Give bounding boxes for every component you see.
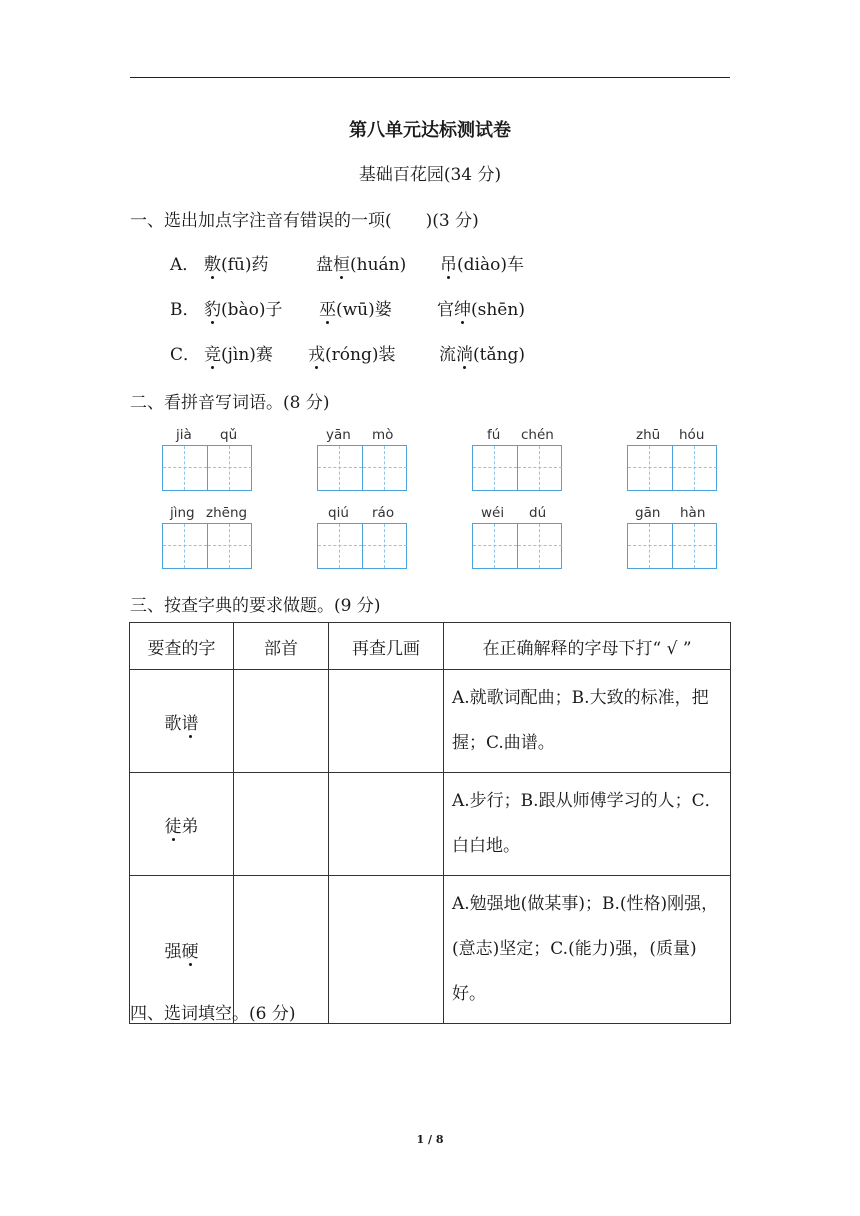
page-number: 1 / 8 [416, 1133, 444, 1146]
dictionary-table [129, 622, 731, 1024]
dotted-char: 竞 [204, 340, 221, 365]
pinyin-syllable: fú [487, 427, 501, 443]
strokes-answer-cell[interactable] [329, 670, 444, 773]
section-title: 基础百花园(34 分) [358, 165, 502, 185]
pinyin-syllable: qiú [328, 505, 349, 521]
pinyin-word: 官绅(shēn) [437, 295, 525, 320]
pinyin-syllable: gān [635, 505, 661, 521]
radical-answer-cell[interactable] [234, 670, 329, 773]
table-header-row [130, 623, 731, 670]
pinyin-syllable: hóu [679, 427, 705, 443]
column-header: 在正确解释的字母下打“ √ ” [444, 623, 731, 670]
column-header: 部首 [234, 623, 329, 670]
pinyin-word: 戎(róng)装 [308, 340, 439, 365]
lookup-word: 强硬 [130, 876, 234, 1024]
meaning-options[interactable]: A.勉强地(做某事)；B.(性格)刚强，(意志)坚定；C.(能力)强，(质量)好。 [444, 876, 731, 1024]
option-a[interactable] [170, 250, 524, 275]
pinyin-syllable: wéi [481, 505, 505, 521]
writing-grid[interactable] [162, 523, 252, 569]
pinyin-syllable: dú [529, 505, 547, 521]
question-4-heading: 四、选词填空。(6 分) [130, 1004, 296, 1024]
dotted-char: 吊 [440, 250, 457, 275]
pinyin-word: 巫(wū)婆 [319, 295, 437, 320]
lookup-word: 歌谱 [130, 670, 234, 773]
dotted-char: 桓 [333, 250, 350, 275]
dotted-char: 敷 [204, 250, 221, 275]
dotted-char: 绅 [454, 295, 471, 320]
pinyin-syllable: ráo [372, 505, 395, 521]
writing-grid[interactable] [317, 523, 407, 569]
dotted-char: 巫 [319, 295, 336, 320]
writing-grid[interactable] [317, 445, 407, 491]
pinyin-word: 盘桓(huán) [316, 250, 440, 275]
question-1-heading: 一、选出加点字注音有错误的一项( )(3 分) [130, 211, 479, 231]
pinyin-syllable: yān [326, 427, 351, 443]
meaning-options[interactable]: A.步行；B.跟从师傅学习的人；C．白白地。 [444, 773, 731, 876]
writing-grid[interactable] [627, 445, 717, 491]
option-letter: A． [170, 255, 200, 275]
pinyin-word: 敷(fū)药 [204, 250, 316, 275]
dotted-char: 徒 [165, 812, 182, 837]
column-header: 再查几画 [329, 623, 444, 670]
dotted-char: 戎 [308, 340, 325, 365]
writing-grid[interactable] [162, 445, 252, 491]
strokes-answer-cell[interactable] [329, 773, 444, 876]
option-b[interactable] [170, 295, 525, 320]
question-3-heading: 三、按查字典的要求做题。(9 分) [130, 596, 381, 616]
pinyin-syllable: chén [521, 427, 554, 443]
writing-grid[interactable] [472, 445, 562, 491]
pinyin-word: 吊(diào)车 [440, 250, 524, 275]
radical-answer-cell[interactable] [234, 773, 329, 876]
pinyin-syllable: jìng [170, 505, 195, 521]
pinyin-word: 豹(bào)子 [204, 295, 319, 320]
pinyin-syllable: qǔ [220, 427, 238, 443]
writing-grid[interactable] [627, 523, 717, 569]
pinyin-syllable: zhū [636, 427, 661, 443]
pinyin-syllable: mò [372, 427, 394, 443]
dotted-char: 谱 [182, 709, 199, 734]
pinyin-syllable: jià [176, 427, 192, 443]
dotted-char: 硬 [182, 937, 199, 962]
option-letter: B． [170, 300, 200, 320]
writing-grid[interactable] [472, 523, 562, 569]
pinyin-syllable: hàn [680, 505, 706, 521]
column-header: 要查的字 [130, 623, 234, 670]
dotted-char: 淌 [456, 340, 473, 365]
dotted-char: 豹 [204, 295, 221, 320]
page-title: 第八单元达标测试卷 [349, 120, 511, 141]
meaning-options[interactable]: A.就歌词配曲；B.大致的标准，把握；C.曲谱。 [444, 670, 731, 773]
pinyin-word: 竞(jìn)赛 [204, 340, 308, 365]
lookup-word: 徒弟 [130, 773, 234, 876]
table-row [130, 773, 731, 876]
question-2-heading: 二、看拼音写词语。(8 分) [130, 393, 330, 413]
option-letter: C． [170, 345, 201, 365]
strokes-answer-cell[interactable] [329, 876, 444, 1024]
header-rule [130, 77, 730, 78]
option-c[interactable] [170, 340, 525, 365]
pinyin-syllable: zhēng [206, 505, 248, 521]
pinyin-word: 流淌(tǎng) [439, 340, 525, 365]
table-row [130, 670, 731, 773]
